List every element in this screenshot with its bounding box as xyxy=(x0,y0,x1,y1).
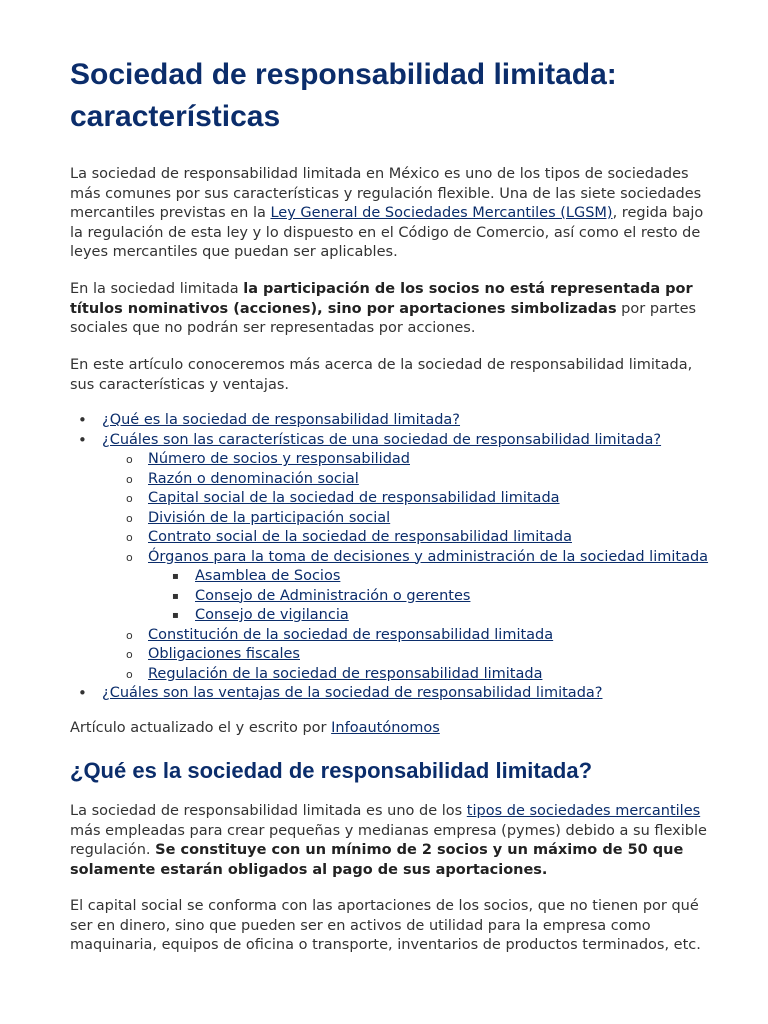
toc-item xyxy=(70,606,730,626)
toc-item xyxy=(70,587,730,607)
infoautonomos-link[interactable]: Infoautónomos xyxy=(331,720,440,736)
section-p1-text-mid: más empleadas para crear pequeñas y medianas empresa (pymes) debido a su flexible regulación. xyxy=(70,822,707,858)
intro-paragraph-1 xyxy=(70,165,720,263)
section-paragraph-1 xyxy=(70,802,720,880)
toc-link[interactable]: Contrato social de la sociedad de responsabilidad limitada xyxy=(148,529,572,545)
toc-bullet: o xyxy=(126,472,133,486)
toc-item xyxy=(70,470,730,490)
toc-item xyxy=(70,645,730,665)
toc-bullet: o xyxy=(126,511,133,525)
toc-link[interactable]: Número de socios y responsabilidad xyxy=(148,451,410,467)
toc-bullet: o xyxy=(126,648,133,661)
toc-bullet: • xyxy=(78,411,87,429)
toc-bullet: ▪ xyxy=(172,571,179,582)
toc-item xyxy=(70,528,730,548)
toc-bullet: o xyxy=(126,453,133,466)
toc-link[interactable]: ¿Cuáles son las características de una sociedad de responsabilidad limitada? xyxy=(102,431,662,448)
toc-bullet: o xyxy=(126,667,133,681)
section-heading: ¿Qué es la sociedad de responsabilidad limitada? xyxy=(70,758,593,783)
toc-link[interactable]: Regulación de la sociedad de responsabilidad limitada xyxy=(148,665,543,682)
intro-paragraph-3 xyxy=(70,356,720,395)
toc-link[interactable]: Obligaciones fiscales xyxy=(148,646,300,662)
toc-bullet: o xyxy=(126,492,133,505)
intro-paragraph-2 xyxy=(70,280,720,339)
section-p1-bold: Se constituye con un mínimo de 2 socios y un máximo de 50 que solamente estarán obligados al pago de sus aportaciones. xyxy=(70,842,684,878)
toc-item xyxy=(70,411,730,431)
section-p2-text: El capital social se conforma con las aportaciones de los socios, que no tienen por qué ser en dinero, sino que pueden ser en activos de utilidad para la empresa como maquinaria, equipos de oficina o transporte, inventarios de productos terminados, etc. xyxy=(70,898,701,953)
intro-p3-text: En este artículo conoceremos más acerca de la sociedad de responsabilidad limitada, sus características y ventajas. xyxy=(70,357,693,393)
toc-bullet: • xyxy=(78,684,87,702)
toc-link[interactable]: Constitución de la sociedad de responsabilidad limitada xyxy=(148,626,554,643)
section-p1-text: La sociedad de responsabilidad limitada es uno de los xyxy=(70,803,467,819)
toc-link[interactable]: Razón o denominación social xyxy=(148,470,359,487)
toc-link[interactable]: Asamblea de Socios xyxy=(195,568,341,584)
toc-item xyxy=(70,665,730,685)
intro-p2-text: En la sociedad limitada xyxy=(70,281,244,297)
toc-bullet: ▪ xyxy=(172,610,179,621)
toc-item xyxy=(70,509,730,529)
section-paragraph-2 xyxy=(70,897,720,956)
intro-p2-text-after: por partes sociales que no podrán ser representadas por acciones. xyxy=(70,300,697,336)
updated-text: Artículo actualizado el y escrito por xyxy=(70,720,332,736)
toc-link[interactable]: Consejo de Administración o gerentes xyxy=(195,587,471,604)
intro-p1-text-after: , regida bajo la regulación de esta ley y lo dispuesto en el Código de Comercio, así como el resto de leyes mercantiles que puedan ser aplicables. xyxy=(70,205,704,260)
toc-link[interactable]: Consejo de vigilancia xyxy=(195,607,349,623)
toc-item xyxy=(70,567,730,587)
updated-line xyxy=(70,719,720,739)
toc-bullet: ▪ xyxy=(172,590,179,602)
toc-link[interactable]: ¿Cuáles son las ventajas de la sociedad de responsabilidad limitada? xyxy=(102,685,603,701)
toc-link[interactable]: Órganos para la toma de decisiones y administración de la sociedad limitada xyxy=(148,548,709,565)
toc-link[interactable]: Capital social de la sociedad de responsabilidad limitada xyxy=(148,490,560,506)
toc-item xyxy=(70,489,730,509)
toc-bullet: • xyxy=(78,430,87,449)
intro-p2-bold: la participación de los socios no está representada por títulos nominativos (acciones), sino por aportaciones simbolizadas xyxy=(70,281,693,317)
toc-item xyxy=(70,684,730,704)
intro-p1-text: La sociedad de responsabilidad limitada en México es uno de los tipos de sociedades más comunes por sus características y regulación flexible. Una de las siete sociedades mercantiles previstas en la xyxy=(70,166,702,221)
toc-bullet: o xyxy=(126,628,133,642)
toc-item xyxy=(70,431,730,451)
lgsm-link[interactable]: Ley General de Sociedades Mercantiles (LGSM) xyxy=(270,205,613,221)
toc-link[interactable]: División de la participación social xyxy=(148,509,391,526)
toc-item xyxy=(70,548,730,568)
toc-bullet: o xyxy=(126,550,133,564)
toc-link[interactable]: ¿Qué es la sociedad de responsabilidad limitada? xyxy=(102,412,461,428)
page-title: Sociedad de responsabilidad limitada: características xyxy=(70,58,617,133)
toc-bullet: o xyxy=(126,531,133,544)
toc-item xyxy=(70,450,730,470)
toc-item xyxy=(70,626,730,646)
tipos-sociedades-link[interactable]: tipos de sociedades mercantiles xyxy=(466,803,701,819)
table-of-contents xyxy=(70,411,730,704)
